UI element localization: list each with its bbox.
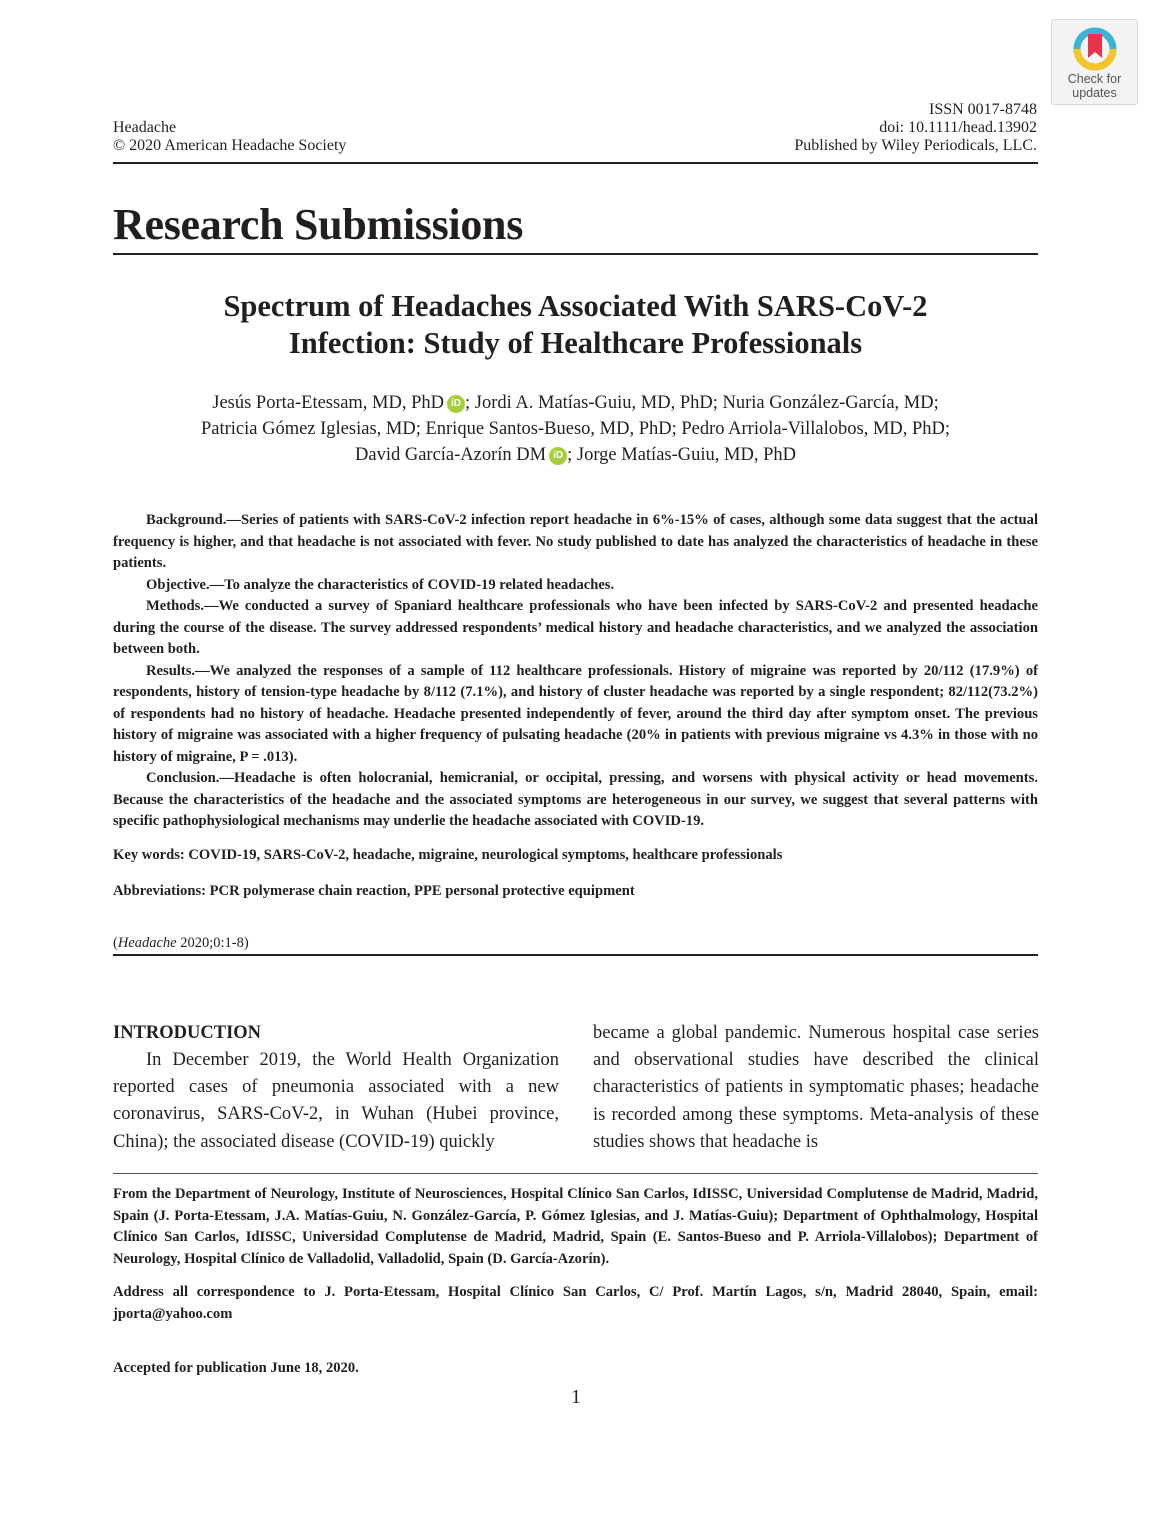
abstract-text: To analyze the characteristics of COVID-19 related headaches. [224,576,615,593]
abstract-conclusion [113,768,1038,833]
abstract-results [113,661,1038,769]
accepted-date: Accepted for publication June 18, 2020. [113,1360,359,1376]
header-divider [113,162,1038,164]
section-title: Research Submissions [113,200,524,249]
page-number: 1 [571,1386,581,1408]
abstract-label: Methods.— [146,598,219,614]
citation-journal: Headache [117,935,177,951]
badge-label-line1: Check for [1067,72,1122,86]
author-line-2: Patricia Gómez Iglesias, MD; Enrique Santos-Bueso, MD, PhD; Pedro Arriola-Villalobos, MD, PhD; [200,419,951,439]
abstract-label: Objective.— [146,576,225,593]
article-title-line1: Spectrum of Headaches Associated With SARS-CoV-2 [223,289,928,323]
issn: ISSN 0017-8748 [928,101,1037,118]
copyright: © 2020 American Headache Society [113,137,347,154]
journal-header-left [113,119,346,155]
citation-details: 2020;0:1-8) [176,935,249,951]
author-name: David García-Azorín DM [355,445,547,465]
author-names: ; Jordi A. Matías-Guiu, MD, PhD; Nuria González-García, MD; [465,393,939,413]
journal-name: Headache [113,119,177,136]
citation-open: ( [113,935,118,951]
abstract-text: We conducted a survey of Spaniard healthcare professionals who have been infected by SARS-CoV-2 and presented headache during the course of the disease. The survey addressed respondents’ medical history and headache characteristics, and we analyzed the association between both. [113,598,1038,657]
orcid-icon[interactable]: iD [447,395,465,413]
abstract-objective [113,575,1038,597]
check-for-updates-badge[interactable] [1051,19,1138,105]
abstract-text: Series of patients with SARS-CoV-2 infection report headache in 6%-15% of cases, although some data suggest that the actual frequency is higher, and that headache is not associated with fever. No study published to date has analyzed the characteristics of headache in these patients. [113,512,1038,571]
introduction-heading: INTRODUCTION [113,1023,262,1043]
abstract-methods [113,596,1038,661]
author-names: ; Jorge Matías-Guiu, MD, PhD [567,445,796,465]
affiliations-footnote: From the Department of Neurology, Institute of Neurosciences, Hospital Clínico San Carlos, IdISSC, Universidad Complutense de Madrid, Madrid, Spain (J. Porta-Etessam, J.A. Matías-Guiu, N. González-García, P. Gómez Iglesias, and J. Matías-Guiu); Department of Ophthalmology, Hospital Clínico San Carlos, IdISSC, Universidad Complutense de Madrid, Madrid, Spain (E. Santos-Bueso and P. Arriola-Villalobos); Department of Neurology, Hospital Clínico de Valladolid, Valladolid, Spain (D. García-Azorín). [113,1186,1038,1267]
citation-divider [113,954,1038,956]
author-list [113,390,1038,468]
author-line-1 [113,390,1038,416]
journal-header-right [794,101,1037,155]
introduction-paragraph-continued: became a global pandemic. Numerous hospital case series and observational studies have described the clinical characteristics of patients in symptomatic phases; headache is recorded among these symptoms. Meta-analysis of these studies shows that headache is [593,1023,1039,1152]
badge-label-line2: updates [1072,86,1117,100]
keywords: Key words: COVID-19, SARS-CoV-2, headache, migraine, neurological symptoms, healthcare professionals [113,847,783,863]
correspondence-footnote: Address all correspondence to J. Porta-Etessam, Hospital Clínico San Carlos, C/ Prof. Martín Lagos, s/n, Madrid 28040, Spain, email: jporta@yahoo.com [113,1284,1038,1322]
section-divider [113,253,1038,255]
abstract-text: Headache is often holocranial, hemicranial, or occipital, pressing, and worsens with physical activity or head movements. Because the characteristics of the headache and the associated symptoms are heterogeneous in our survey, we suggest that several patterns with specific pathophysiological mechanisms may underlie the headache associated with COVID-19. [113,770,1038,829]
abstract-background [113,510,1038,575]
abbreviations: Abbreviations: PCR polymerase chain reaction, PPE personal protective equipment [113,883,635,899]
abstract-label: Background.— [146,512,242,528]
article-title [113,288,1038,362]
abstract-label: Conclusion.— [146,770,234,786]
introduction-paragraph: In December 2019, the World Health Organization reported cases of pneumonia associated with a new coronavirus, SARS-CoV-2, in Wuhan (Hubei province, China); the associated disease (COVID-19) quickly [113,1050,559,1152]
author-name: Jesús Porta-Etessam, MD, PhD [212,393,445,413]
doi[interactable]: doi: 10.1111/head.13902 [879,119,1037,136]
author-line-3 [113,442,1038,468]
citation [113,934,249,952]
article-title-line2: Infection: Study of Healthcare Professionals [288,326,863,360]
footnote-divider [113,1173,1038,1174]
column-right [593,1020,1039,1156]
publisher: Published by Wiley Periodicals, LLC. [794,137,1037,154]
abstract [113,510,1038,833]
abstract-text: We analyzed the responses of a sample of 112 healthcare professionals. History of migraine was reported by 20/112 (17.9%) of respondents, history of tension-type headache by 8/112 (7.1%), and history of cluster headache was reported by a single respondent; 82/112(73.2%) of respondents had no history of headache. Headache presented independently of fever, around the third day after symptom onset. The previous history of migraine was associated with a higher frequency of pulsating headache (20% in patients with previous migraine vs 4.3% in those with no history of migraine, P = .013). [113,662,1038,765]
column-left [113,1020,559,1156]
orcid-icon[interactable]: iD [549,447,567,465]
crossmark-icon [1072,26,1118,72]
abstract-label: Results.— [146,662,210,679]
